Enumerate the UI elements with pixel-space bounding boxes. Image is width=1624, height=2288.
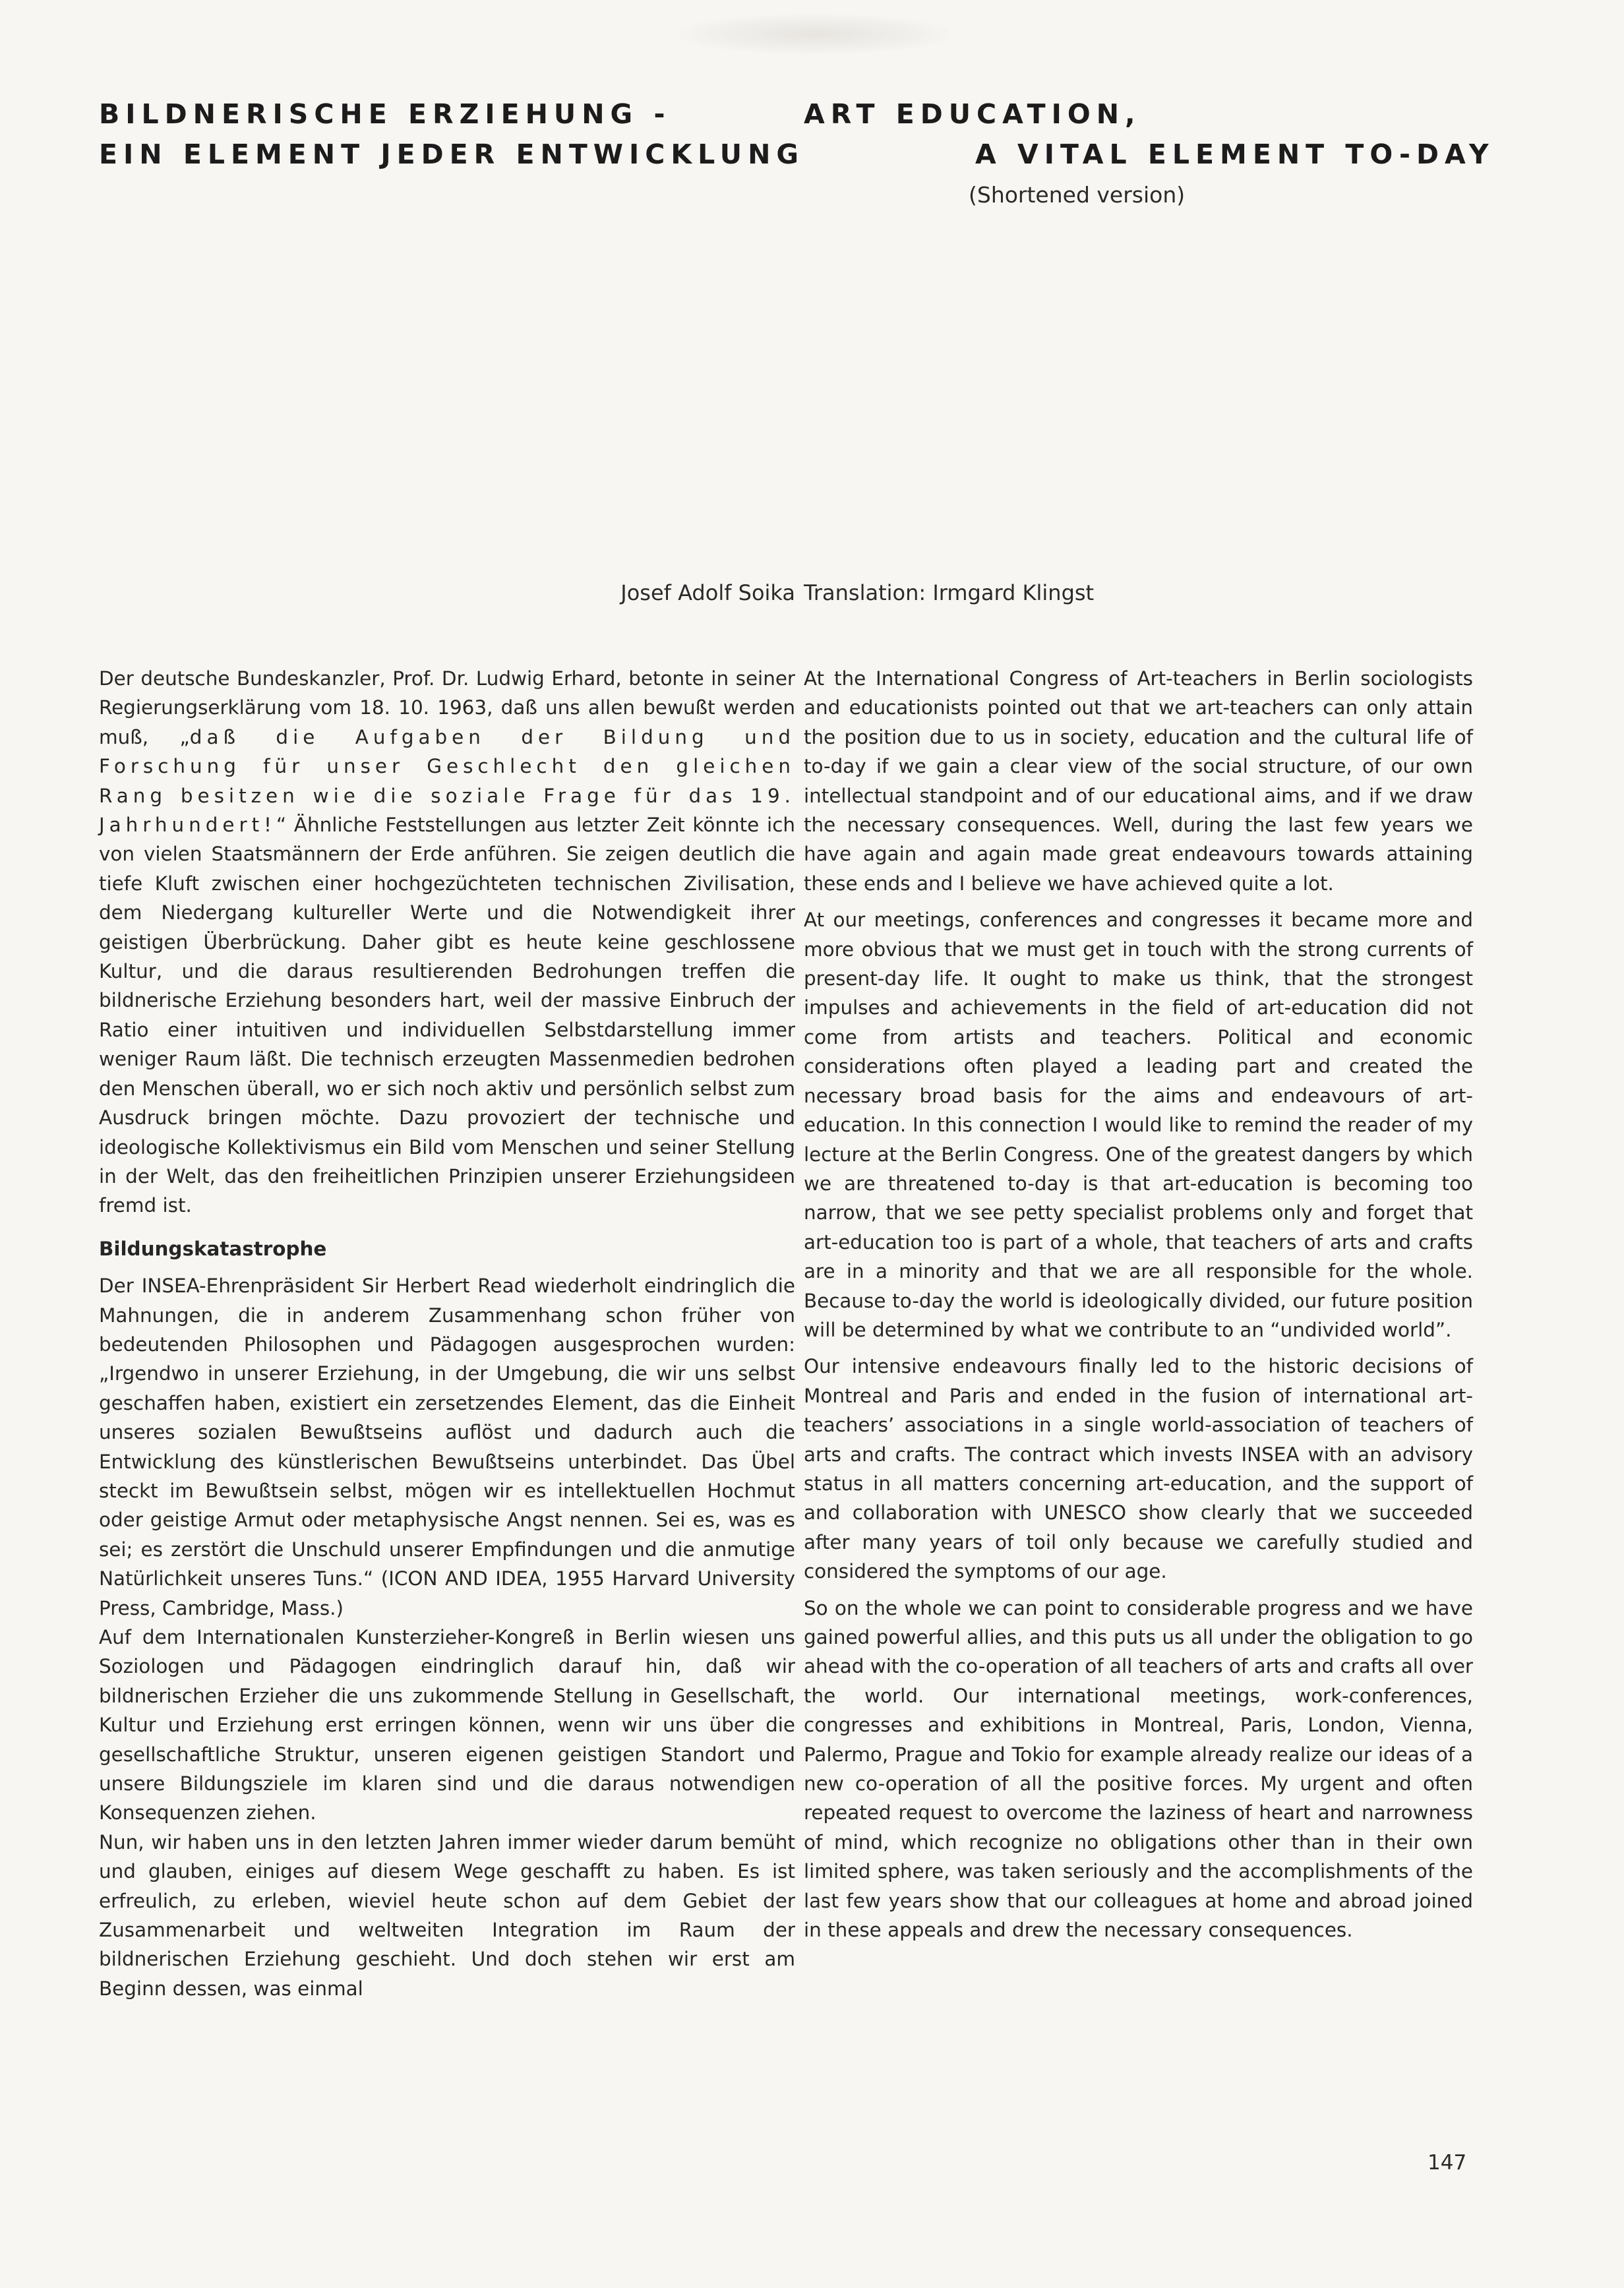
english-paragraph-4: So on the whole we can point to considerable progress and we have gained powerful allies, and this puts us all under the obligation to go ahead with the co-operation of all teachers of arts and crafts all over the world. Our international meetings, work-conferences, congresses and exhibitions in Montreal, Paris, London, Vienna, Palermo, Prague and Tokio for example already realize our ideas of a new co-operation of all the positive forces. My urgent and often repeated request to overcome the laziness of heart and narrowness of mind, which recognize no obligations other than in their own limited sphere, was taken seriously and the accomplishments of the last few years show that our colleagues at home and abroad joined in these appeals and drew the necessary consequences. [804, 1596, 1473, 1942]
english-heading-line2: A VITAL ELEMENT TO-DAY [975, 138, 1495, 170]
german-paragraph-1 [99, 664, 795, 1220]
english-body [804, 664, 1473, 1944]
german-paragraph-2: Der INSEA-Ehrenpräsident Sir Herbert Read wiederholt eindringlich die Mahnungen, die in anderem Zusammenhang schon früher von bedeutenden Philosophen und Pädagogen ausgesprochen wurden: „Irgendwo in unserer Erziehung, in der Umgebung, die wir uns selbst geschaffen haben, existiert ein zersetzendes Element, das die Einheit unseres sozialen Bewußtseins auflöst und dadurch auch die Entwicklung des künstlerischen Bewußtseins unterbindet. Das Übel steckt im Bewußtsein selbst, mögen wir es intellektuellen Hochmut oder geistige Armut oder metaphysische Angst nennen. Sei es, was es sei; es zerstört die Unschuld unserer Empfindungen und die anmutige Natürlichkeit unseres Tuns.“ (ICON AND IDEA, 1955 Harvard University Press, Cambridge, Mass.) [99, 1275, 795, 1619]
english-paragraph-3: Our intensive endeavours finally led to the historic decisions of Montreal and Paris and ended in the fusion of international art-teachers’ associations in a single world-association of teachers of arts and crafts. The contract which invests INSEA with an advisory status in all matters concerning art-education, and the support of and collaboration with UNESCO show clearly that we succeeded after many years of toil only because we carefully studied and considered the symptoms of our age. [804, 1355, 1473, 1583]
german-body [99, 664, 795, 2003]
page-number: 147 [1428, 2151, 1467, 2175]
german-heading-line2: EIN ELEMENT JEDER ENTWICKLUNG [99, 138, 805, 170]
german-paragraph-4: Nun, wir haben uns in den letzten Jahren immer wieder darum bemüht und glauben, einiges auf diesem Wege geschafft zu haben. Es ist erfreulich, zu erleben, wieviel heute schon auf dem Gebiet der Zusammenarbeit und weltweiten Integration im Raum der bildnerischen Erziehung geschieht. Und doch stehen wir erst am Beginn dessen, was einmal [99, 1830, 795, 2000]
german-paragraph-1-rest: “ Ähnliche Feststellungen aus letzter Zeit könnte ich von vielen Staatsmännern der Erde anführen. Sie zeigen deutlich die tiefe Kluft zwischen einer hochgezüchteten technischen Zivilisation, dem Niedergang kultureller Werte und die Notwendigkeit ihrer geistigen Überbrückung. Daher gibt es heute keine geschlossene Kultur, und die daraus resultierenden Bedrohungen treffen die bildnerische Erziehung besonders hart, weil der massive Einbruch der Ratio einer intuitiven und individuellen Selbstdarstellung immer weniger Raum läßt. Die technisch erzeugten Massenmedien bedrohen den Menschen überall, wo er sich noch aktiv und persönlich selbst zum Ausdruck bringen möchte. Dazu provoziert der technische und ideologische Kollektivismus ein Bild vom Menschen und seiner Stellung in der Welt, das den freiheitlichen Prinzipien unserer Erziehungsideen fremd ist. [99, 814, 795, 1217]
german-paragraph-3: Auf dem Internationalen Kunsterzieher-Kongreß in Berlin wiesen uns Soziologen und Pädagogen eindringlich darauf hin, daß wir bildnerischen Erzieher die uns zukommende Stellung in Gesellschaft, Kultur und Erziehung erst erringen können, wenn wir uns über die gesellschaftliche Struktur, unseren eigenen geistigen Standort und unsere Bildungsziele im klaren sind und die daraus notwendigen Konsequenzen ziehen. [99, 1626, 795, 1824]
english-subtitle: (Shortened version) [969, 182, 1186, 208]
translator-credit: Translation: Irmgard Klingst [804, 580, 1095, 605]
english-paragraph-2: At our meetings, conferences and congresses it became more and more obvious that we must get in touch with the strong currents of present-day life. It ought to make us think, that the strongest impulses and achievements in the field of art-education did not come from artists and teachers. Political and economic considerations often played a leading part and created the necessary broad basis for the aims and endeavours of art-education. In this connection I would like to remind the reader of my lecture at the Berlin Congress. One of the greatest dangers by which we are threatened to-day is that art-education is becoming too narrow, that we see petty specialist problems only and forget that art-education too is part of a whole, that teachers of arts and crafts are in a minority and that we are all responsible for the whole. Because to-day the world is ideologically divided, our future position will be determined by what we contribute to an “undivided world”. [804, 909, 1473, 1341]
author-name: Josef Adolf Soika [620, 580, 795, 605]
german-paragraph-1-quote: daß die Aufgaben der Bildung und Forschung für unser Geschlecht den gleichen Rang besitzen wie die soziale Frage für das 19. Jahrhundert! [99, 725, 796, 837]
german-paragraph-1-intro: Der deutsche Bundeskanzler, Prof. Dr. Ludwig Erhard, betonte in seiner Regierungserklärung vom 18. 10. 1963, daß uns allen bewußt werden muß, „ [99, 667, 795, 748]
german-subheading: Bildungskatastrophe [99, 1237, 327, 1260]
english-heading-line1: ART EDUCATION, [804, 98, 1141, 130]
english-paragraph-1: At the International Congress of Art-teachers in Berlin sociologists and educationists pointed out that we art-teachers can only attain the position due to us in society, education and the cultural life of to-day if we gain a clear view of the social structure, of our own intellectual standpoint and of our educational aims, and if we draw the necessary consequences. Well, during the last few years we have again and again made great endeavours towards attaining these ends and I believe we have achieved quite a lot. [804, 667, 1473, 895]
scan-smudge [679, 15, 949, 54]
german-heading-line1: BILDNERISCHE ERZIEHUNG - [99, 98, 671, 130]
